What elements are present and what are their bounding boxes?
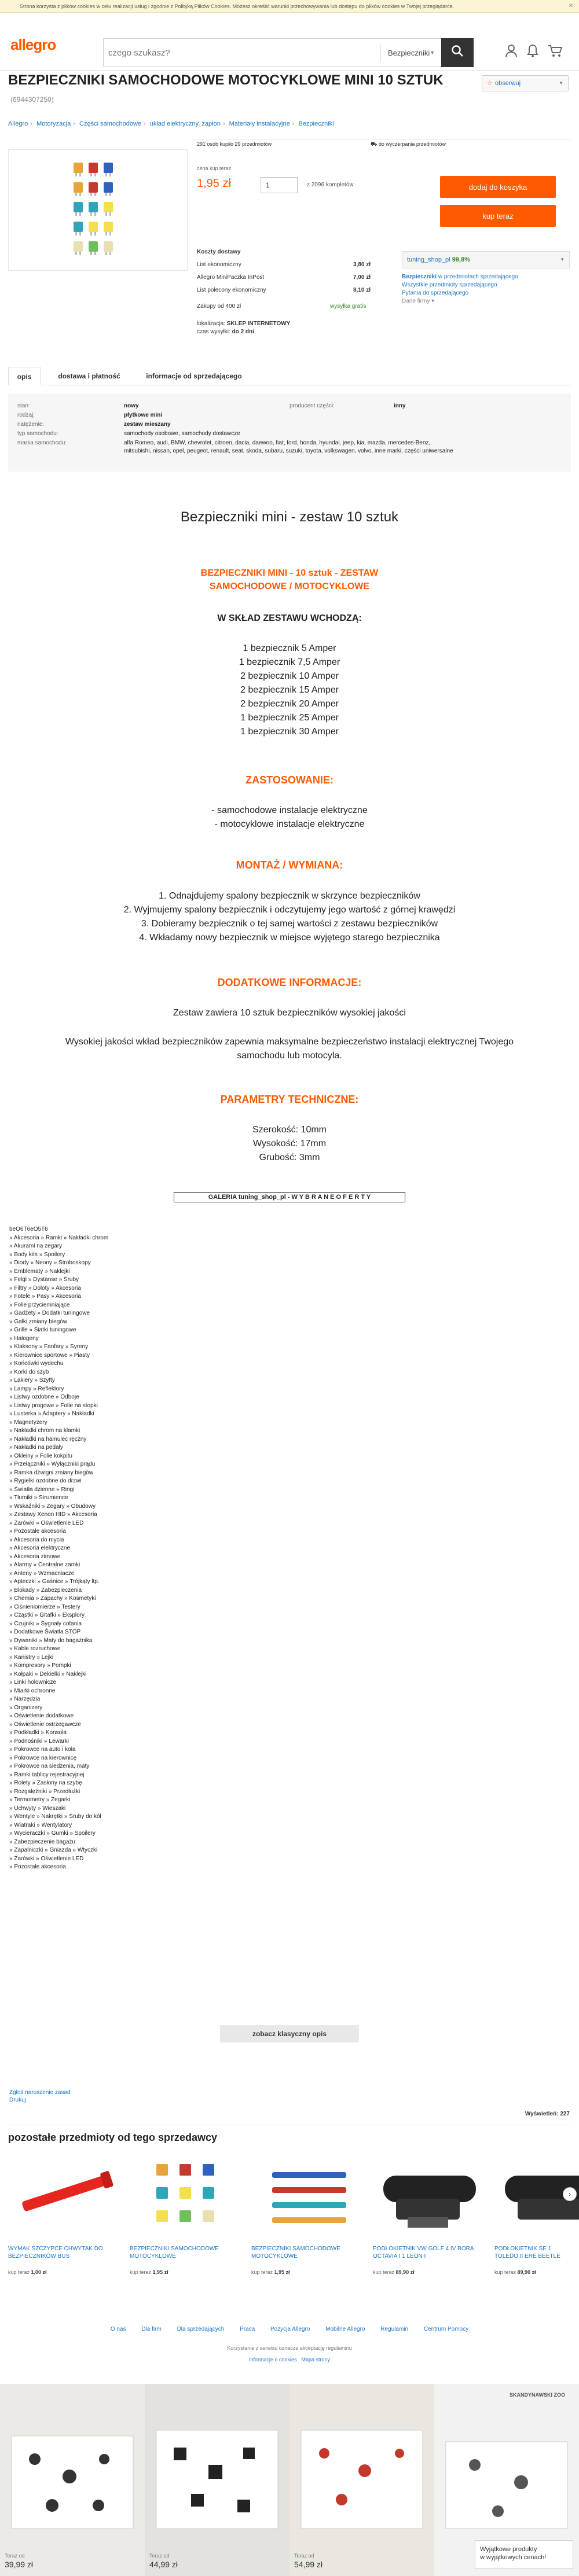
ad-item[interactable] (0, 2384, 145, 2576)
seller-name[interactable]: tuning_shop_pl (407, 256, 450, 263)
set-item: 1 bezpiecznik 7,5 Amper (239, 657, 340, 667)
breadcrumb-item[interactable]: Części samochodowe (79, 120, 142, 127)
product-card-price (494, 2269, 536, 2275)
footer-terms: Korzystanie z serwisu oznacza akceptację regulaminu (227, 2345, 352, 2351)
shipping-label: List polecony ekonomiczny (197, 287, 266, 293)
footer-link[interactable]: Praca (240, 2326, 255, 2332)
logo[interactable]: allegro (10, 36, 56, 53)
category-link[interactable]: » Halogeny (9, 1335, 39, 1342)
tab-description[interactable]: opis (8, 367, 41, 385)
category-link[interactable]: » Podnośniki » Lewarki (9, 1738, 69, 1745)
report-link[interactable]: Zgłoś naruszenie zasad (9, 2089, 71, 2096)
chevron-down-icon: ▾ (431, 298, 435, 304)
search-bar (103, 38, 474, 67)
product-card-image (8, 2152, 124, 2239)
send-time-row (197, 329, 382, 338)
price-prefix: kup teraz (130, 2269, 152, 2275)
category-link[interactable]: » Nakładki na pedały (9, 1444, 63, 1451)
param-value: zestaw mieszany (124, 421, 171, 428)
set-item: 2 bezpiecznik 10 Amper (240, 671, 339, 681)
product-card-name[interactable]: PODŁOKIETNIK VW GOLF 4 IV BORA OCTAVIA I 1 LEON I (373, 2246, 474, 2259)
footer-link[interactable]: O nas (110, 2326, 126, 2332)
category-link[interactable]: » Pokrowce na siedzenia, maty (9, 1763, 90, 1769)
param-label: producent części: (290, 403, 335, 409)
ad-price: 44,99 zł (149, 2560, 178, 2569)
ad-item[interactable] (434, 2384, 579, 2576)
quantity-input[interactable]: 1 (261, 177, 298, 193)
armrest-image (373, 2152, 489, 2239)
category-link[interactable]: » Pozostałe akcesoria (9, 1864, 66, 1870)
breadcrumb-item[interactable]: Materiały instalacyjne (229, 120, 290, 127)
breadcrumb-item[interactable]: układ elektryczny, zapłon (149, 120, 221, 127)
category-link[interactable]: » Gadżety » Dodatki tuningowe (9, 1310, 90, 1316)
category-link[interactable]: » Miarki ochronne (9, 1687, 56, 1694)
ad-tagline: Wyjątkowe produkty w wyjątkowych cenach! (475, 2540, 573, 2569)
category-link[interactable]: » Grille » Siatki tuningowe (9, 1327, 76, 1333)
category-link[interactable]: » Pokrowce na kierownicę (9, 1754, 77, 1761)
category-link[interactable]: » Diody » Neony » Stroboskopy (9, 1260, 91, 1266)
category-link[interactable]: » Ramki tablicy rejestracyjnej (9, 1771, 85, 1778)
tech-item: Wysokość: 17mm (252, 1139, 327, 1149)
mount-step: 2. Wyjmujemy spalony bezpiecznik i odczytujemy jego wartość z górnej krawędzi (123, 905, 456, 915)
category-link[interactable]: » Wiatraki » Wentylatory (9, 1821, 72, 1828)
info-text: Zestaw zawiera 10 sztuk bezpieczników wysokiej jakości (173, 1008, 406, 1018)
buy-now-button[interactable]: kup teraz (440, 205, 556, 227)
info-text: Wysokiej jakości wkład bezpieczników zapewnia maksymalne bezpieczeństwo instalacji elektrycznej Twojego (65, 1037, 514, 1047)
price-prefix: kup teraz (251, 2269, 273, 2275)
chevron-down-icon: ▼ (430, 50, 435, 56)
category-link[interactable]: » Żarówki » Oświetlenie LED (9, 1855, 84, 1862)
category-link[interactable]: » Tłumiki » Strumience (9, 1495, 68, 1501)
footer-link[interactable]: Pozycja Allegro (270, 2326, 310, 2332)
set-item: 2 bezpiecznik 15 Amper (240, 685, 339, 695)
product-card-image (251, 2152, 367, 2239)
info-text: samochodu lub motocyla. (237, 1051, 342, 1061)
category-link[interactable]: » Alarmy » Centralne zamki (9, 1562, 80, 1568)
category-link[interactable]: » Korki do szyb (9, 1368, 49, 1375)
shipping-row (197, 287, 382, 296)
chevron-right-icon: › (569, 2190, 571, 2198)
category-link[interactable]: » Kierownice sportowe » Piasty (9, 1352, 90, 1359)
ad-item[interactable] (290, 2384, 434, 2576)
seller-ask-link[interactable]: Pytania do sprzedającego (402, 290, 469, 296)
bedding-image (0, 2384, 145, 2576)
category-link[interactable]: » Apteczki » Gaśnice » Trójkąty ltp. (9, 1578, 100, 1585)
send-time-label: czas wysyłki: (197, 329, 230, 335)
category-link[interactable]: » Oświetlenie dodatkowe (9, 1713, 74, 1719)
fuses-image (130, 2152, 245, 2239)
tab-seller-info[interactable]: informacje od sprzedającego (146, 372, 242, 380)
category-link[interactable]: » Organizery (9, 1704, 43, 1711)
breadcrumb-item[interactable]: Allegro (8, 120, 28, 127)
fuses-image (9, 150, 187, 270)
category-link[interactable]: » Zapalniczki » Gniazda » Wtyczki (9, 1847, 98, 1853)
item-params (8, 393, 571, 472)
category-link[interactable]: » Akcesoria » Ramki » Nakładki chrom (9, 1234, 109, 1241)
bedding-image (290, 2384, 434, 2576)
category-link[interactable]: » Gałki zmiany biegów (9, 1318, 68, 1325)
category-link[interactable]: » Podkładki » Konsola (9, 1729, 67, 1736)
shipping-label: Allegro MiniPaczka InPost (197, 274, 265, 281)
price-prefix: kup teraz (373, 2269, 395, 2275)
seller-firm-link[interactable] (402, 297, 570, 306)
category-link[interactable]: » Lampy » Reflektory (9, 1385, 64, 1392)
product-image[interactable] (8, 149, 188, 271)
mount-heading: MONTAŻ / WYMIANA: (236, 859, 343, 871)
category-link[interactable]: » Zabezpieczenie bagażu (9, 1838, 75, 1845)
set-item: 1 bezpiecznik 5 Amper (243, 643, 336, 653)
print-link[interactable]: Drukuj (9, 2097, 26, 2103)
category-link[interactable]: » Zestawy Xenon HID » Akcesoria (9, 1511, 97, 1518)
free-shipping-row (197, 303, 382, 312)
other-items-heading: pozostałe przedmioty od tego sprzedawcy (8, 2132, 218, 2143)
breadcrumb-item[interactable]: Motoryzacja (36, 120, 71, 127)
views-counter (525, 2111, 570, 2117)
set-item: 1 bezpiecznik 30 Amper (240, 727, 339, 737)
cookies-link[interactable]: Informacje o cookies (248, 2357, 297, 2362)
seller-box (402, 251, 570, 306)
param-value: inny (394, 403, 406, 409)
report-links (9, 2089, 71, 2104)
category-link[interactable]: » Klaksony » Fanfary » Syreny (9, 1344, 89, 1350)
set-heading: W SKŁAD ZESTAWU WCHODZĄ: (217, 613, 362, 623)
use-item: - motocyklowe instalacje elektryczne (214, 819, 365, 829)
price-label: cena kup teraz (197, 165, 232, 171)
description-title: SAMOCHODOWE / MOTOCYKLOWE (209, 582, 370, 591)
category-link[interactable]: » Przełączniki » Wyłączniki prądu (9, 1461, 96, 1467)
shipping-row (197, 274, 382, 284)
free-shipping-label: Zakupy od 400 zł (197, 303, 241, 310)
seller-rating: 99,8% (452, 256, 470, 263)
category-link[interactable]: » Anteny » Wzmacniacze (9, 1570, 75, 1577)
price-value: 1,95 zł (152, 2269, 168, 2275)
tech-item: Grubość: 3mm (259, 1153, 320, 1162)
star-icon: ☆ (487, 80, 493, 87)
sold-text: 291 osób kupiło 29 przedmiotów (197, 141, 272, 147)
category-link[interactable]: » Chemia » Zapachy » Kosmetyki (9, 1595, 96, 1602)
category-link[interactable]: » Oświetlenie ostrzegawcze (9, 1721, 81, 1728)
category-select[interactable] (380, 45, 438, 62)
price-value: 1,00 zł (31, 2269, 47, 2275)
category-link[interactable]: » Listwy ozdobne » Odboje (9, 1394, 79, 1400)
product-title: BEZPIECZNIKI SAMOCHODOWE MOTOCYKLOWE MINI 10 SZTUK (8, 72, 444, 88)
product-card[interactable] (8, 2152, 124, 2280)
bell-icon-svg (527, 44, 538, 58)
category-link[interactable]: » Nakładki chrom na klamki (9, 1427, 80, 1434)
category-link[interactable]: » Kompresory » Pompki (9, 1662, 71, 1669)
ad-item[interactable] (145, 2384, 290, 2576)
category-label: Bezpieczniki (388, 49, 430, 57)
category-link[interactable]: » Fotele » Pasy » Akcesoria (9, 1293, 81, 1300)
param-label: natężenie: (17, 421, 45, 428)
category-link[interactable]: » Wentyle » Nakrętki » Śruby do kół (9, 1813, 101, 1820)
ad-price-label: Teraz od (5, 2553, 25, 2559)
category-link[interactable]: » Dywaniki » Maty do bagażnika (9, 1637, 93, 1644)
category-link[interactable]: » Czujniki » Sygnały cofania (9, 1620, 82, 1627)
category-link[interactable]: » Kołpaki » Dekielki » Naklejki (9, 1670, 87, 1677)
category-link[interactable]: » Kanistry » Lejki (9, 1654, 54, 1661)
sold-info (197, 141, 272, 147)
info-heading: DODATKOWE INFORMACJE: (217, 977, 362, 988)
ad-price: 54,99 zł (294, 2560, 323, 2569)
category-link[interactable]: » Światła dzienne » Ringi (9, 1486, 75, 1493)
seller-firm-label: Dane firmy (402, 298, 430, 304)
product-card[interactable] (251, 2152, 367, 2280)
shipping-title: Koszty dostawy (197, 249, 241, 255)
mount-step: 3. Dobieramy bezpiecznik o tej samej wartości z zestawu bezpieczników (141, 919, 438, 929)
cookie-bar (0, 0, 579, 13)
header (0, 13, 579, 71)
page-title (8, 72, 471, 108)
user-icon-svg (505, 44, 518, 58)
category-link[interactable]: » Końcówki wydechu (9, 1360, 64, 1367)
category-link[interactable]: » Żarówki » Oświetlenie LED (9, 1519, 84, 1526)
price: 1,95 zł (197, 177, 231, 190)
gallery-link[interactable]: GALERIA tuning_shop_pl - W Y B R A N E O F E R T Y (174, 1192, 405, 1202)
footer-links (0, 2326, 579, 2332)
category-link[interactable]: » Ramka dźwigni zmiany biegów (9, 1469, 94, 1476)
footer-link[interactable]: Mobilne Allegro (325, 2326, 365, 2332)
send-time-value: do 2 dni (232, 329, 254, 335)
search-input[interactable] (108, 43, 369, 62)
category-link[interactable]: » Uchwyty » Wieszaki (9, 1805, 66, 1812)
category-link[interactable]: » Wycieraczki » Gumki » Spoilery (9, 1830, 96, 1837)
description-title: BEZPIECZNIKI MINI - 10 sztuk - ZESTAW (200, 568, 379, 578)
footer-link[interactable]: Regulamin (380, 2326, 409, 2332)
param-value: nowy (124, 403, 139, 409)
stock-info (371, 141, 446, 148)
views-label: Wyświetleń: (525, 2111, 559, 2117)
category-link[interactable]: » Akurami na zegary (9, 1243, 63, 1249)
bell-icon[interactable] (527, 44, 538, 61)
cart-icon-svg (548, 44, 563, 58)
set-item: 1 bezpiecznik 25 Amper (240, 713, 339, 723)
category-link[interactable]: » Pozostałe akcesoria (9, 1528, 66, 1534)
param-value: samochody osobowe, samochody dostawcze (124, 430, 240, 437)
price-value: 89,90 zł (517, 2269, 536, 2275)
seller-links (402, 273, 570, 306)
footer-link[interactable]: Centrum Pomocy (423, 2326, 469, 2332)
breadcrumb: Allegro › Motoryzacja › Części samochodowe › układ elektryczny, zapłon › Materiały instalacyjne › Bezpieczniki (8, 120, 334, 127)
product-card-name[interactable]: WYMAK SZCZYPCE CHWYTAK DO BEZPIECZNIKÓW BUS (8, 2246, 103, 2259)
product-card-name[interactable]: BEZPIECZNIKI SAMOCHODOWE MOTOCYKLOWE (130, 2246, 219, 2259)
category-link[interactable]: » Listwy progowe » Folie na stopki (9, 1402, 98, 1409)
category-link[interactable]: » Felgi » Dystanse » Śruby (9, 1276, 79, 1283)
param-value: mitsubishi, nissan, opel, peugeot, renault, seat, skoda, subaru, suzuki, toyota, volkswagen, volvo, inne marki, części uniwersalne (124, 448, 453, 454)
breadcrumb-item[interactable]: Bezpieczniki (298, 120, 334, 127)
price-value: 1,95 zł (274, 2269, 290, 2275)
sitemap-link[interactable]: Mapa strony (301, 2357, 331, 2362)
search-icon (451, 45, 464, 57)
footer-link[interactable]: Dla firm (141, 2326, 162, 2332)
shipping-value: 8,10 zł (353, 287, 371, 293)
category-link[interactable]: » Magnetyzery (9, 1419, 47, 1426)
ad-price-label: Teraz od (149, 2553, 170, 2559)
category-link[interactable]: » Folie przyciemniające (9, 1301, 70, 1308)
param-label: rodzaj: (17, 412, 35, 418)
footer-secondary: Informacje o cookies · Mapa strony (248, 2357, 331, 2362)
category-link[interactable]: » Blokady » Zabezpieczenia (9, 1587, 82, 1594)
category-link[interactable]: » Akcesoria elektryczne (9, 1545, 71, 1551)
category-link[interactable]: » Cząstki » Gitafki » Eksplory (9, 1612, 85, 1618)
ad-price: 39,99 zł (5, 2560, 34, 2569)
category-list (9, 1226, 195, 1872)
price-prefix: kup teraz (494, 2269, 516, 2275)
product-card-price (8, 2269, 47, 2275)
seller-shop-suffix[interactable]: w przedmiotach sprzedającego (438, 274, 518, 280)
product-card-image (373, 2152, 489, 2239)
product-card-image (130, 2152, 245, 2239)
param-value: płytkowe mini (124, 412, 163, 418)
watch-button[interactable] (482, 75, 569, 91)
param-label: marka samochodu: (17, 440, 67, 446)
product-card-price (373, 2269, 415, 2275)
product-card-price (130, 2269, 168, 2275)
stock-text: do wyczerpania przedmiotów (378, 141, 446, 147)
views-count: 227 (560, 2111, 570, 2117)
category-link[interactable]: » Wskaźniki » Zegary » Obudowy (9, 1503, 96, 1510)
description-heading: Bezpieczniki mini - zestaw 10 sztuk (180, 509, 399, 525)
price-value: 89,90 zł (395, 2269, 415, 2275)
product-card[interactable] (494, 2152, 579, 2280)
category-link[interactable]: » Akcesoria do mycia (9, 1536, 64, 1543)
watch-label: obserwuj (495, 80, 521, 87)
footer (0, 2326, 579, 2362)
category-link[interactable]: » Nakładki na hamulec ręczny (9, 1436, 87, 1442)
category-link[interactable]: » Dodatkowe Światła STOP (9, 1629, 81, 1635)
category-link[interactable]: » Lakiery » Szyfty (9, 1377, 55, 1383)
tech-heading: PARAMETRY TECHNICZNE: (220, 1094, 359, 1105)
ad-price-label: Teraz od (294, 2553, 314, 2559)
location-value: SKLEP INTERNETOWY (226, 321, 291, 327)
shipping-value: 7,00 zł (353, 274, 371, 281)
fuses-image (251, 2152, 367, 2239)
close-icon[interactable]: ✕ (568, 3, 573, 9)
param-value: alfa Romeo, audi, BMW, chevrolet, citroen, dacia, daewoo, fiat, ford, honda, hyundai, jeep, kia, mazda, mercedes-Benz, (124, 440, 431, 446)
tech-item: Szerokość: 10mm (252, 1125, 327, 1135)
category-link[interactable]: » Rygielki ozdobne do drzwi (9, 1478, 82, 1484)
category-link[interactable]: » Lusterka » Adaptery » Nakładki (9, 1411, 94, 1417)
param-label: typ samochodu: (17, 430, 58, 437)
price-prefix: kup teraz (8, 2269, 30, 2275)
use-item: - samochodowe instalacje elektryczne (211, 805, 368, 815)
fuse-puller-image (8, 2152, 124, 2239)
seller-shop-link[interactable]: Bezpieczniki (402, 274, 437, 280)
seller-shop-link-row (402, 273, 570, 281)
product-card-name[interactable]: BEZPIECZNIKI SAMOCHODOWE MOTOCYKLOWE (251, 2246, 340, 2259)
product-card[interactable] (373, 2152, 489, 2280)
free-shipping-value: wysyłka gratis (330, 303, 367, 310)
chevron-down-icon: ▼ (559, 80, 563, 86)
category-link[interactable]: » Okleiny » Folie kokpitu (9, 1452, 72, 1459)
classic-description-button[interactable]: zobacz klasyczny opis (220, 2025, 359, 2043)
user-icon[interactable] (505, 44, 518, 61)
mount-step: 1. Odnajdujemy spalony bezpiecznik w skrzynce bezpieczników (159, 891, 420, 901)
category-list-title: beO6T6eO5T6 (9, 1226, 48, 1232)
product-card[interactable] (130, 2152, 245, 2280)
shipping-label: List ekonomiczny (197, 262, 241, 268)
category-link[interactable]: » Ciśnieniomierze » Testery (9, 1603, 80, 1610)
param-label: stan: (17, 403, 30, 409)
category-link[interactable]: » Termometry » Zegarki (9, 1797, 71, 1803)
category-link[interactable]: » Pokrowce na auto i koła (9, 1746, 76, 1753)
category-link[interactable]: » Rolety » Zasłony na szybę (9, 1780, 82, 1786)
cart-icon[interactable] (548, 44, 563, 61)
category-link[interactable]: » Emblematy » Naklejki (9, 1268, 70, 1275)
category-link[interactable]: » Linki holownicze (9, 1679, 57, 1686)
product-card-price (251, 2269, 290, 2275)
search-button[interactable] (441, 38, 474, 67)
mount-step: 4. Wkładamy nowy bezpiecznik w miejsce wyjętego starego bezpiecznika (139, 933, 440, 943)
shipping-row (197, 262, 382, 271)
truck-icon: ⛟ (371, 141, 378, 147)
category-link[interactable]: » Akcesoria zimowe (9, 1553, 61, 1560)
category-link[interactable]: » Filtry » Doloty » Akcesoria (9, 1285, 81, 1291)
category-link[interactable]: » Narzędzia (9, 1696, 41, 1702)
bedding-image (145, 2384, 290, 2576)
product-card-name[interactable]: PODŁOKIETNIK SE 1 TOLEDO II ERE BEETLE (494, 2246, 560, 2259)
category-link[interactable]: » Rozgałęźniki » Przedłużki (9, 1788, 80, 1795)
add-to-cart-button[interactable]: dodaj do koszyka (440, 176, 556, 198)
seller-all-items-link[interactable]: Wszystkie przedmioty sprzedającego (402, 282, 497, 288)
seller-dropdown[interactable] (402, 251, 570, 268)
carousel-next-button[interactable] (563, 2187, 577, 2201)
chevron-down-icon: ▼ (560, 257, 565, 262)
ad-brand: SKANDYNAWSKI ZOO (510, 2392, 566, 2398)
tab-delivery[interactable]: dostawa i płatność (58, 372, 120, 380)
footer-link[interactable]: Dla sprzedających (177, 2326, 225, 2332)
shipping-value: 3,80 zł (353, 262, 371, 268)
use-heading: ZASTOSOWANIE: (245, 774, 334, 786)
cookie-text: Strona korzysta z plików cookies w celu realizacji usług i zgodnie z Polityką Plików Cookies. Możesz określić warunki przechowywania lub dostępu do plików cookies w Twojej przeglądarce. (20, 3, 455, 9)
set-item: 2 bezpiecznik 20 Amper (240, 699, 339, 709)
category-link[interactable]: » Body kits » Spoilery (9, 1251, 65, 1258)
tabs (8, 367, 571, 385)
offer-id: (6944307250) (10, 95, 54, 104)
category-link[interactable]: » Kable rozruchowe (9, 1646, 61, 1652)
location-label: lokalizacja: (197, 321, 225, 327)
quantity-available: z 2096 kompletów (307, 182, 354, 188)
